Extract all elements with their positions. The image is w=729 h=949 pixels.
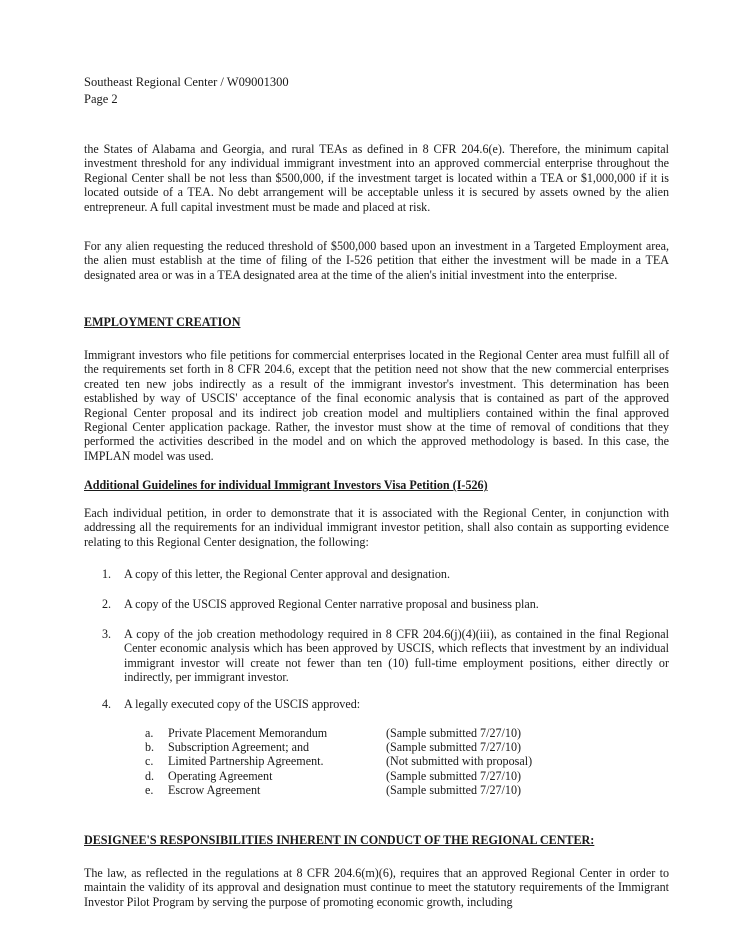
list-number: 3.	[102, 627, 112, 641]
heading-designee-responsibilities: DESIGNEE'S RESPONSIBILITIES INHERENT IN CONDUCT OF THE REGIONAL CENTER:	[84, 833, 595, 847]
sub-list-label: Private Placement Memorandum	[168, 726, 328, 740]
sub-list-label: Limited Partnership Agreement.	[168, 754, 324, 769]
sub-list-letter: d.	[145, 768, 155, 783]
heading-employment-creation: EMPLOYMENT CREATION	[84, 315, 241, 329]
sub-list-note: (Sample submitted 7/27/10)	[386, 740, 522, 755]
sub-list-note: (Sample submitted 7/27/10)	[386, 782, 522, 797]
sub-list-note: (Sample submitted 7/27/10)	[386, 726, 522, 740]
paragraph-employment-creation: Immigrant investors who file petitions for commercial enterprises located in the Regional Center area must fulfill all of the requirements set forth in 8 CFR 204.6, except that the petition need not show that the new commercial enterprises created ten new jobs indirectly as a result of the immigrant investor's investment. This determination has been established by way of USCIS' acceptance of the final economic analysis that is contained as part of the approved Regional Center proposal and its indirect job creation model and multipliers contained within the final approved Regional Center application package. Rather, the investor must show at the time of removal of conditions that they performed the activities described in the model and on which the approved methodology is based. In this case, the IMPLAN model was used.	[84, 348, 669, 463]
sub-list-note: (Not submitted with proposal)	[386, 754, 533, 769]
sub-list-letter: c.	[145, 754, 154, 769]
sub-list-label: Escrow Agreement	[168, 782, 261, 797]
paragraph-reduced-threshold: For any alien requesting the reduced threshold of $500,000 based upon an investment in a Targeted Employment area, the alien must establish at the time of filing of the I-526 petition that either the investment will be made in a TEA designated area or was in a TEA designated area at the time of the alien's initial investment into the enterprise.	[84, 239, 669, 282]
paragraph-designee-law: The law, as reflected in the regulations at 8 CFR 204.6(m)(6), requires that an approved Regional Center in order to maintain the validity of its approval and designation must continue to meet the statutory requirements of the Immigrant Investor Pilot Program by serving the purpose of promoting economic growth, including	[84, 866, 669, 909]
list-number: 2.	[102, 597, 112, 611]
sub-list-letter: b.	[145, 740, 155, 755]
sub-list-label: Subscription Agreement; and	[168, 740, 310, 755]
paragraph-investment-threshold: the States of Alabama and Georgia, and rural TEAs as defined in 8 CFR 204.6(e). Therefore, the minimum capital investment threshold for any individual immigrant investment into an approved commercial enterprise throughout the Regional Center shall be not less than $500,000, if the investment target is located within a TEA or $1,000,000 if it is located outside of a TEA. No debt arrangement will be acceptable unless it is secured by assets owned by the alien entrepreneur. A full capital investment must be made and placed at risk.	[84, 142, 669, 214]
heading-additional-guidelines: Additional Guidelines for individual Immigrant Investors Visa Petition (I-526)	[84, 478, 488, 492]
header-org-line: Southeast Regional Center / W09001300	[84, 75, 289, 89]
sub-list-letter: e.	[145, 782, 154, 797]
sub-list-letter: a.	[145, 726, 154, 740]
letter-header	[84, 74, 289, 108]
sub-list-label: Operating Agreement	[168, 768, 273, 783]
header-page-number: Page 2	[84, 92, 118, 106]
list-number: 1.	[102, 567, 112, 581]
paragraph-individual-petition: Each individual petition, in order to demonstrate that it is associated with the Regional Center, in conjunction with addressing all the requirements for an individual immigrant investor petition, shall also contain as supporting evidence relating to this Regional Center designation, the following:	[84, 506, 669, 549]
list-text: A copy of the job creation methodology required in 8 CFR 204.6(j)(4)(iii), as contained in the final Regional Center economic analysis which has been approved by USCIS, which reflects that investment by an individual immigrant investor will create not fewer than ten (10) full-time employment positions, either directly or indirectly, per immigrant investor.	[124, 627, 669, 685]
sub-list-note: (Sample submitted 7/27/10)	[386, 768, 522, 783]
list-number: 4.	[102, 697, 112, 711]
list-text: A copy of this letter, the Regional Center approval and designation.	[124, 567, 450, 581]
list-text: A legally executed copy of the USCIS approved:	[124, 697, 361, 711]
list-text: A copy of the USCIS approved Regional Center narrative proposal and business plan.	[124, 597, 539, 611]
